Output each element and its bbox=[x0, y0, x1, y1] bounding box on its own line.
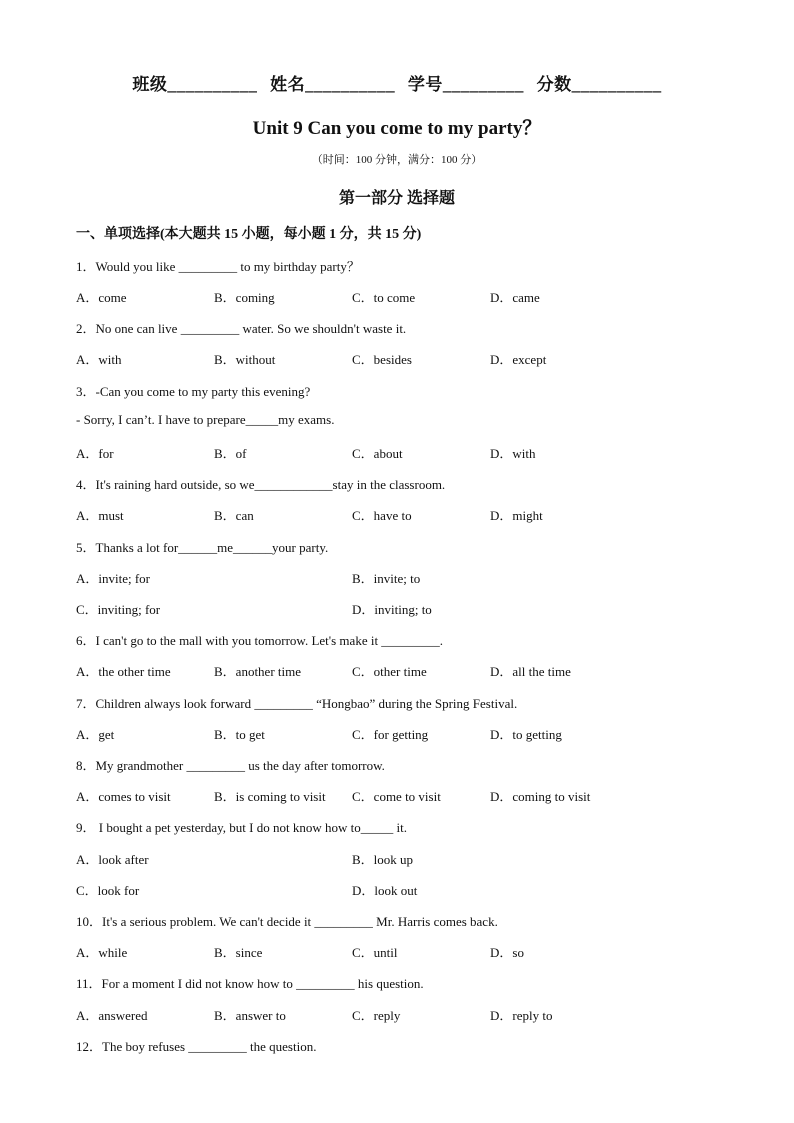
question-10-option-a: A．while bbox=[76, 945, 128, 960]
question-1-option-c: C．to come bbox=[352, 290, 416, 305]
part-heading: 第一部分 选择题 bbox=[338, 190, 455, 207]
question-9-option-b: B．look up bbox=[352, 852, 414, 867]
question-11-option-b: B．answer to bbox=[214, 1008, 286, 1023]
question-7-option-c: C．for getting bbox=[352, 727, 429, 742]
question-8-option-d: D．coming to visit bbox=[490, 789, 591, 804]
question-5-option-a: A．invite; for bbox=[76, 571, 151, 586]
section-heading: 一、单项选择(本大题共 15 小题，每小题 1 分，共 15 分) bbox=[76, 227, 422, 242]
question-3-stem: 3．-Can you come to my party this evening? bbox=[76, 384, 311, 399]
question-6-option-d: D．all the time bbox=[490, 664, 571, 679]
question-4-option-c: C．have to bbox=[352, 508, 412, 523]
question-8-stem: 8．My grandmother _________ us the day after tomorrow. bbox=[76, 758, 385, 773]
question-11-option-a: A．answered bbox=[76, 1008, 148, 1023]
question-1-stem: 1．Would you like _________ to my birthday party？ bbox=[76, 259, 360, 274]
student-info-header bbox=[0, 70, 794, 95]
question-5-option-b: B．invite; to bbox=[352, 571, 421, 586]
question-1-option-a: A．come bbox=[76, 290, 127, 305]
question-11-option-d: D．reply to bbox=[490, 1008, 553, 1023]
question-3-option-d: D．with bbox=[490, 446, 536, 461]
question-7-option-a: A．get bbox=[76, 727, 115, 742]
question-5-option-c: C．inviting; for bbox=[76, 602, 161, 617]
question-7-option-d: D．to getting bbox=[490, 727, 562, 742]
question-8-option-b: B．is coming to visit bbox=[214, 789, 326, 804]
question-6-option-b: B．another time bbox=[214, 664, 302, 679]
question-3-option-a: A．for bbox=[76, 446, 114, 461]
question-4-stem: 4．It's raining hard outside, so we____________stay in the classroom. bbox=[76, 477, 446, 492]
question-10-option-d: D．so bbox=[490, 945, 524, 960]
question-2-option-b: B．without bbox=[214, 352, 276, 367]
question-3-option-b: B．of bbox=[214, 446, 247, 461]
question-2-option-d: D．except bbox=[490, 352, 547, 367]
question-9-option-d: D．look out bbox=[352, 883, 418, 898]
question-8-option-a: A．comes to visit bbox=[76, 789, 171, 804]
question-9-stem: 9． I bought a pet yesterday, but I do not know how to_____ it. bbox=[76, 820, 407, 835]
question-9-option-a: A．look after bbox=[76, 852, 149, 867]
question-4-option-d: D．might bbox=[490, 508, 543, 523]
score-field: 分数__________ bbox=[536, 75, 662, 94]
question-10-option-c: C．until bbox=[352, 945, 398, 960]
question-11-option-c: C．reply bbox=[352, 1008, 401, 1023]
class-field: 班级__________ bbox=[132, 75, 258, 94]
question-5-option-d: D．inviting; to bbox=[352, 602, 432, 617]
question-2-stem: 2．No one can live _________ water. So we shouldn't waste it. bbox=[76, 321, 407, 336]
question-9-option-c: C．look for bbox=[76, 883, 140, 898]
question-4-option-b: B．can bbox=[214, 508, 254, 523]
exam-info: （时间：100 分钟，满分：100 分） bbox=[311, 154, 483, 166]
page-title: Unit 9 Can you come to my party？ bbox=[252, 118, 542, 139]
question-1-option-d: D．came bbox=[490, 290, 540, 305]
question-3-option-c: C．about bbox=[352, 446, 403, 461]
question-6-option-c: C．other time bbox=[352, 664, 427, 679]
question-6-option-a: A．the other time bbox=[76, 664, 171, 679]
question-2-option-a: A．with bbox=[76, 352, 122, 367]
question-11-stem: 11．For a moment I did not know how to _________ his question. bbox=[76, 976, 424, 991]
question-4-option-a: A．must bbox=[76, 508, 124, 523]
question-3-stem-reply: - Sorry, I can’t. I have to prepare_____my exams. bbox=[76, 412, 335, 427]
question-10-stem: 10．It's a serious problem. We can't decide it _________ Mr. Harris comes back. bbox=[76, 914, 498, 929]
question-7-stem: 7．Children always look forward _________ “Hongbao” during the Spring Festival. bbox=[76, 696, 518, 711]
question-5-stem: 5．Thanks a lot for______me______your party. bbox=[76, 540, 329, 555]
question-7-option-b: B．to get bbox=[214, 727, 265, 742]
question-2-option-c: C．besides bbox=[352, 352, 412, 367]
question-6-stem: 6．I can't go to the mall with you tomorrow. Let's make it _________. bbox=[76, 633, 444, 648]
question-12-stem: 12．The boy refuses _________ the question. bbox=[76, 1039, 317, 1054]
name-field: 姓名__________ bbox=[270, 75, 396, 94]
question-1-option-b: B．coming bbox=[214, 290, 275, 305]
student-id-field: 学号_________ bbox=[407, 75, 524, 94]
question-10-option-b: B．since bbox=[214, 945, 263, 960]
question-8-option-c: C．come to visit bbox=[352, 789, 441, 804]
